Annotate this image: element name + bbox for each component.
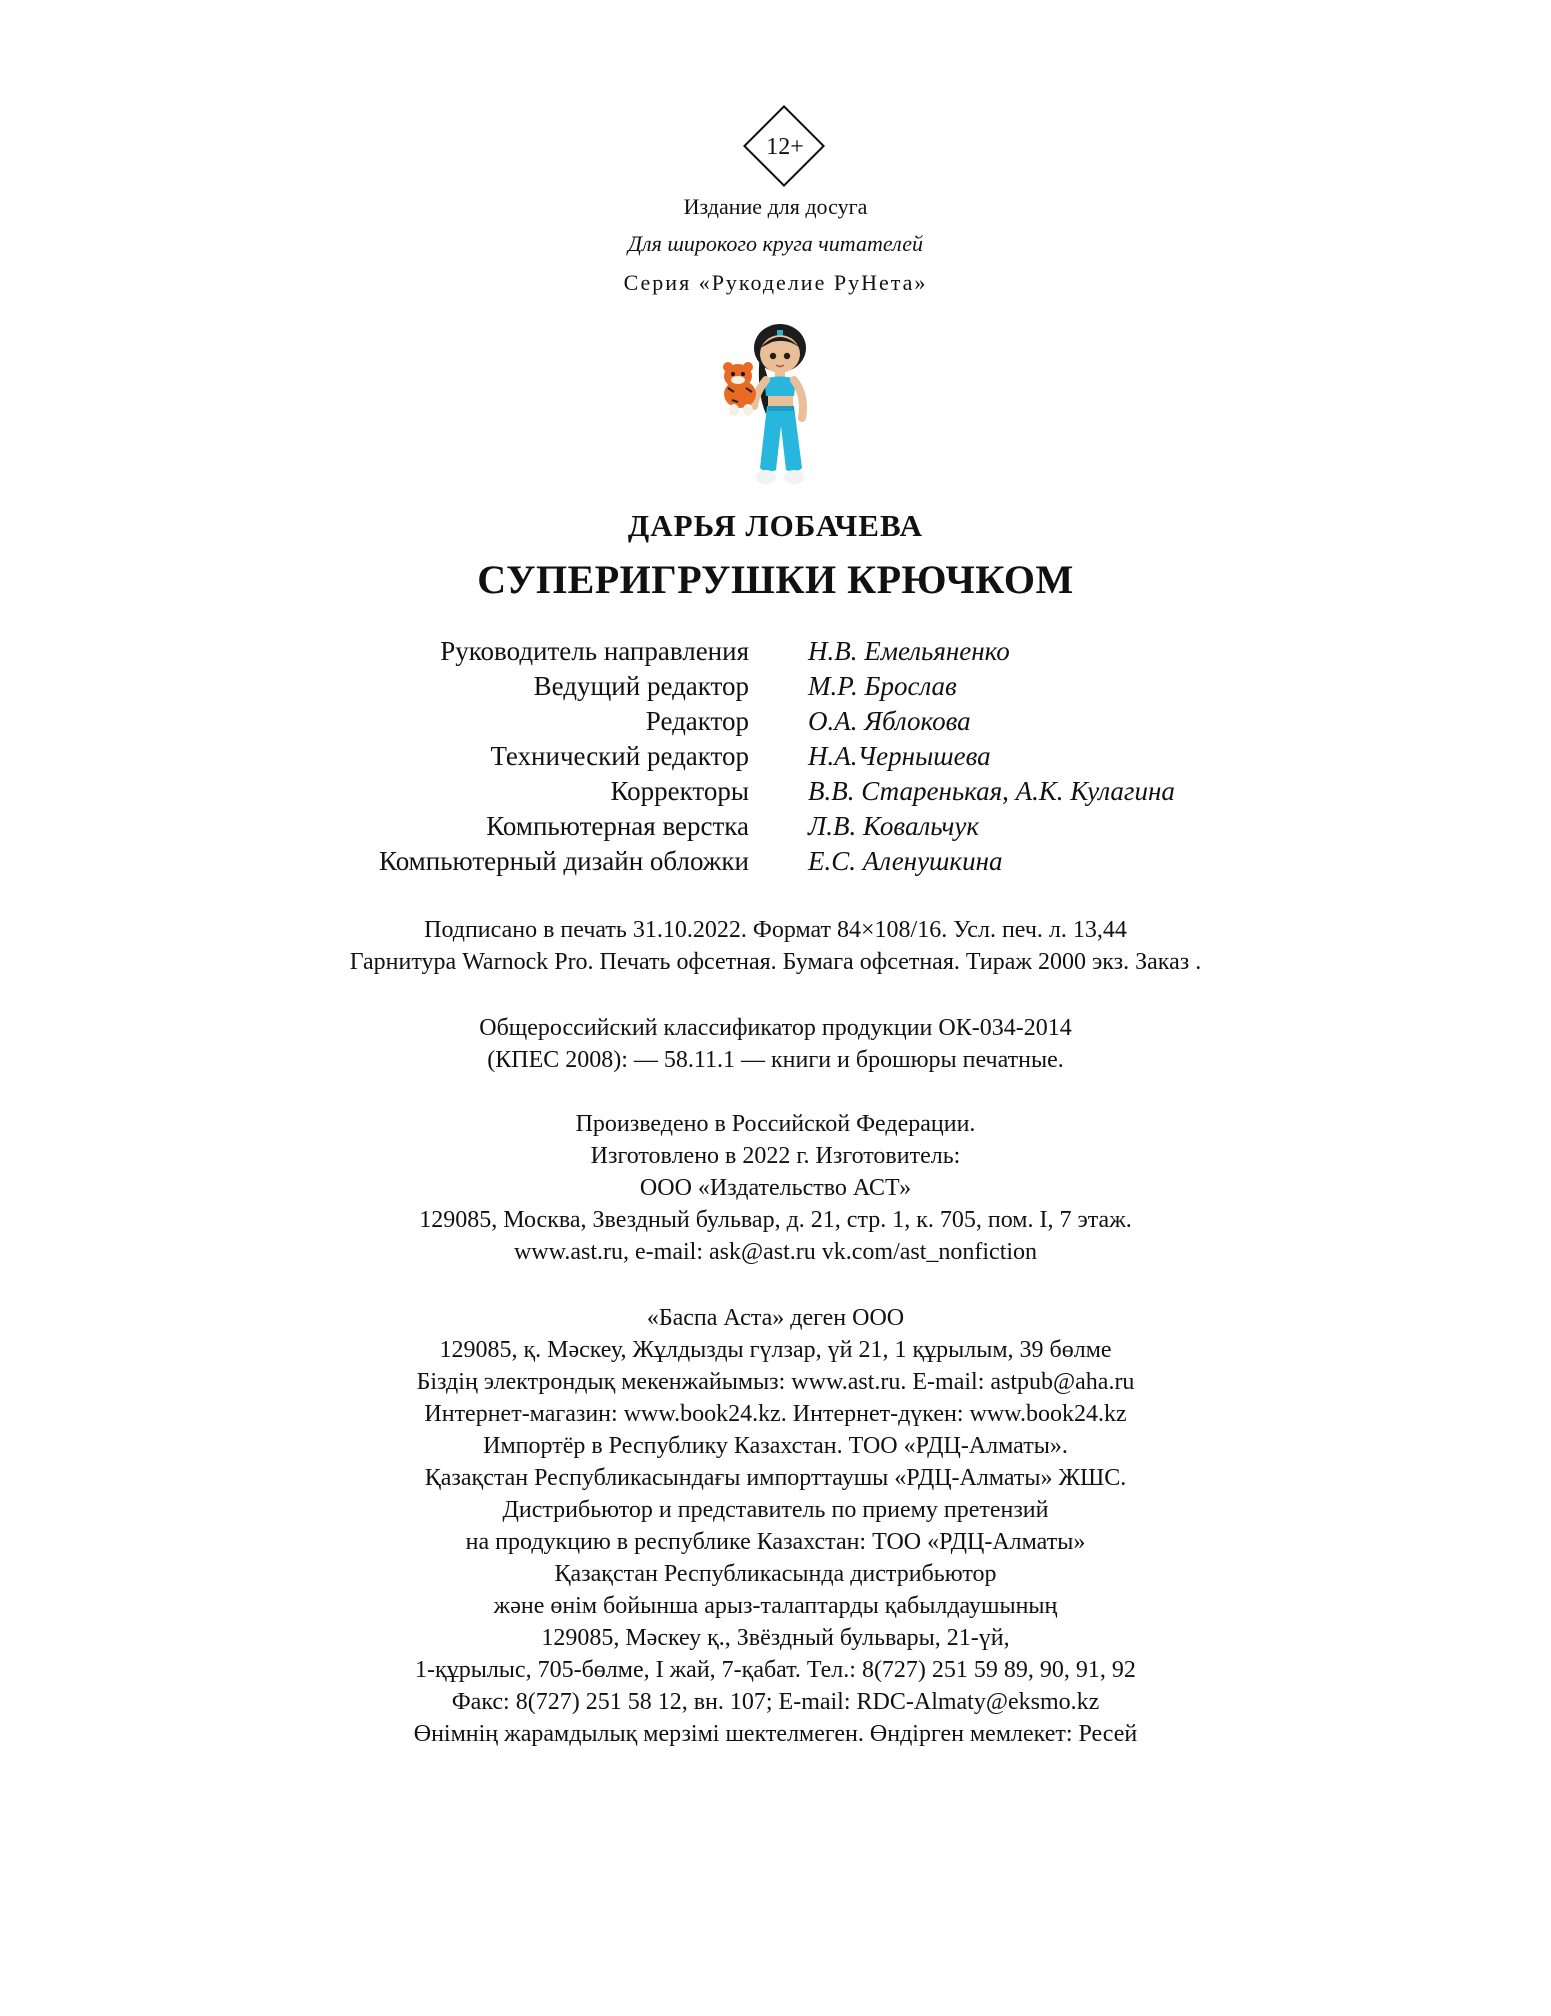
kazakhstan-line: Қазақстан Республикасындағы импорттаушы «РДЦ-Алматы» ЖШС. [424,1465,1127,1491]
credit-role: Компьютерная верстка [486,811,749,841]
credit-role: Редактор [645,706,749,736]
age-rating-badge [742,104,828,190]
audience-note: Для широкого круга читателей [628,231,923,256]
age-rating-label: 12+ [766,134,804,160]
credit-name: Н.А.Чернышева [808,741,991,771]
credit-row [0,809,1551,844]
kazakhstan-line: 129085, Мәскеу қ., Звёздный бульвары, 21-үй, [541,1625,1010,1651]
manufacturer-line: 129085, Москва, Звездный бульвар, д. 21, стр. 1, к. 705, пом. I, 7 этаж. [419,1207,1132,1233]
print-info [0,914,1551,978]
kazakhstan-line: 129085, қ. Мәскеу, Жұлдызды гүлзар, үй 21, 1 құрылым, 39 бөлме [439,1337,1112,1363]
manufacturer-line: www.ast.ru, e-mail: ask@ast.ru vk.com/ast_nonfiction [513,1239,1038,1265]
kazakhstan-line: Өнімнің жарамдылық мерзімі шектелмеген. Өндірген мемлекет: Ресей [413,1721,1138,1747]
crochet-doll-icon [710,322,840,490]
credit-row [0,669,1551,704]
credit-name: В.В. Старенькая, А.К. Кулагина [808,776,1175,806]
kazakhstan-line: Қазақстан Республикасында дистрибьютор [554,1561,997,1587]
credit-role: Технический редактор [490,741,749,771]
kazakhstan-line: Факс: 8(727) 251 58 12, вн. 107; E-mail: RDC-Almaty@eksmo.kz [451,1689,1100,1715]
credit-name: М.Р. Брослав [808,671,957,701]
author-name: ДАРЬЯ ЛОБАЧЕВА [627,508,924,543]
credit-role: Руководитель направления [440,636,749,666]
kazakhstan-line: на продукцию в республике Казахстан: ТОО «РДЦ-Алматы» [465,1529,1086,1555]
credit-name: Н.В. Емельяненко [808,636,1010,666]
print-info-line: Гарнитура Warnock Pro. Печать офсетная. Бумага офсетная. Тираж 2000 экз. Заказ . [349,949,1202,975]
credit-role: Компьютерный дизайн обложки [379,846,749,876]
classifier-line: Общероссийский классификатор продукции ОК-034-2014 [479,1015,1072,1041]
manufacturer-line: Произведено в Российской Федерации. [575,1111,976,1137]
manufacturer-info [0,1108,1551,1268]
classifier-line: (КПЕС 2008): — 58.11.1 — книги и брошюры печатные. [487,1047,1064,1073]
credit-role: Корректоры [610,776,749,806]
print-info-line: Подписано в печать 31.10.2022. Формат 84×108/16. Усл. печ. л. 13,44 [424,917,1127,943]
credit-row [0,774,1551,809]
manufacturer-line: ООО «Издательство АСТ» [639,1175,912,1201]
credit-row [0,739,1551,774]
kazakhstan-line: Импортёр в Республику Казахстан. ТОО «РДЦ-Алматы». [483,1433,1068,1459]
credit-row [0,844,1551,879]
edition-type: Издание для досуга [683,194,868,219]
credit-row [0,704,1551,739]
kazakhstan-line: «Баспа Аста» деген ООО [646,1305,905,1331]
kazakhstan-line: Біздің электрондық мекенжайымыз: www.ast.ru. E-mail: astpub@aha.ru [416,1369,1135,1395]
credit-name: Е.С. Аленушкина [808,846,1003,876]
kazakhstan-line: және өнім бойынша арыз-талаптарды қабылдаушының [493,1593,1058,1619]
credit-role: Ведущий редактор [533,671,749,701]
kazakhstan-line: Интернет-магазин: www.book24.kz. Интернет-дүкен: www.book24.kz [424,1401,1127,1427]
credit-name: О.А. Яблокова [808,706,971,736]
credits-list [0,634,1551,879]
book-title: СУПЕРИГРУШКИ КРЮЧКОМ [477,557,1074,602]
kazakhstan-line: 1-құрылыс, 705-бөлме, I жай, 7-қабат. Тел.: 8(727) 251 59 89, 90, 91, 92 [415,1657,1136,1683]
series-name: Серия «Рукоделие РуНета» [623,270,928,295]
kazakhstan-line: Дистрибьютор и представитель по приему претензий [502,1497,1049,1523]
credit-row [0,634,1551,669]
kazakhstan-distribution-info [0,1302,1551,1750]
credit-name: Л.В. Ковальчук [808,811,979,841]
manufacturer-line: Изготовлено в 2022 г. Изготовитель: [590,1143,961,1169]
product-classifier [0,1012,1551,1076]
